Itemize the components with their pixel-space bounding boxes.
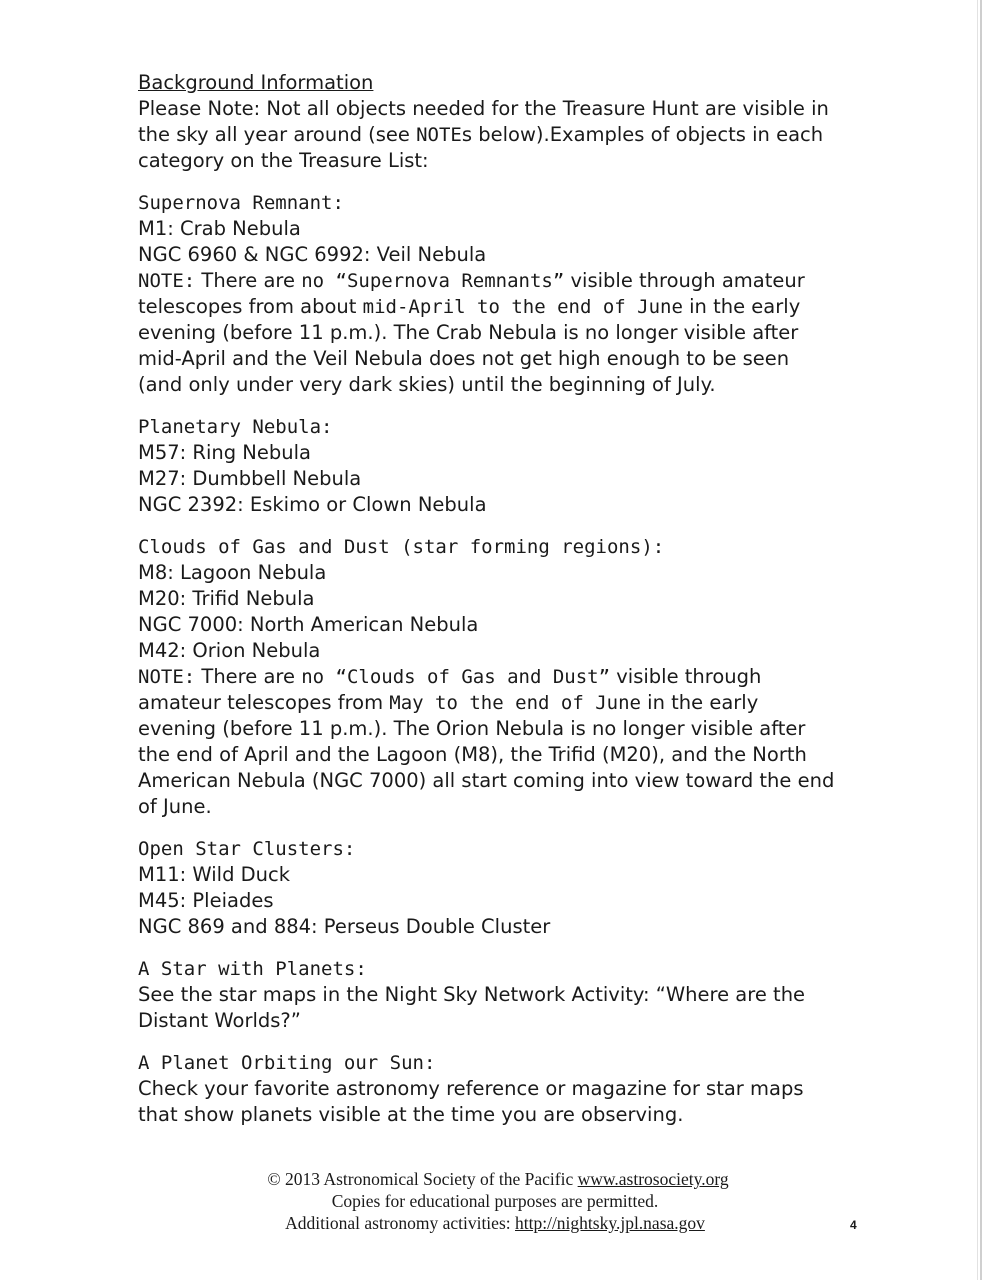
- supernova-section: [138, 190, 838, 398]
- note-text: in the early evening (before 11 p.m.). The Orion Nebula is no longer visible after the end of April and the Lagoon (M8), the Trifid (M20), and the North American Nebula (NGC 7000) all start coming into view toward the end of June.: [138, 691, 835, 818]
- note-text: visible through amateur telescopes from about: [138, 269, 805, 318]
- copyright-text: © 2013 Astronomical Society of the Pacific: [267, 1169, 578, 1189]
- footer-copies-line: Copies for educational purposes are permitted.: [331, 1191, 659, 1211]
- list-item: NGC 6960 & NGC 6992: Veil Nebula: [138, 243, 487, 266]
- star-planets-heading: A Star with Planets:: [138, 958, 367, 980]
- list-item: M42: Orion Nebula: [138, 639, 321, 662]
- list-item: M57: Ring Nebula: [138, 441, 311, 464]
- note-emphasis: mid-April to the end of June: [362, 296, 683, 318]
- scan-edge-line: [980, 0, 982, 1280]
- note-label: NOTE:: [138, 666, 196, 688]
- note-text: in the early evening (before 11 p.m.). The Crab Nebula is no longer visible after mid-April and the Veil Nebula does not get high enough to be seen (and only under very dark skies) until the beginning of July.: [138, 295, 801, 396]
- list-item: M11: Wild Duck: [138, 863, 291, 886]
- planet-sun-heading: A Planet Orbiting our Sun:: [138, 1052, 436, 1074]
- planetary-section: [138, 414, 838, 518]
- star-planets-section: [138, 956, 838, 1034]
- open-clusters-heading: Open Star Clusters:: [138, 838, 356, 860]
- list-item: M1: Crab Nebula: [138, 217, 301, 240]
- background-heading: Background Information: [138, 71, 374, 94]
- planet-sun-section: [138, 1050, 838, 1128]
- clouds-note: [138, 664, 838, 820]
- intro-text-a: Please Note: Not all objects needed for the Treasure Hunt are visible in the sky all year around (see: [138, 97, 829, 146]
- note-emphasis: no “Supernova Remnants”: [301, 270, 565, 292]
- footer-copyright-line: [0, 1168, 990, 1190]
- planet-sun-text: Check your favorite astronomy reference or magazine for star maps that show planets visible at the time you are observing.: [138, 1077, 804, 1126]
- list-item: NGC 2392: Eskimo or Clown Nebula: [138, 493, 487, 516]
- note-text: There are: [195, 269, 302, 292]
- note-emphasis: no “Clouds of Gas and Dust”: [301, 666, 611, 688]
- note-text: visible through amateur telescopes from: [138, 665, 762, 714]
- clouds-heading: Clouds of Gas and Dust (star forming regions):: [138, 536, 665, 558]
- star-planets-text: See the star maps in the Night Sky Network Activity: “Where are the Distant Worlds?”: [138, 983, 806, 1032]
- list-item: M45: Pleiades: [138, 889, 274, 912]
- list-item: M8: Lagoon Nebula: [138, 561, 327, 584]
- background-intro: [138, 96, 838, 174]
- list-item: M27: Dumbbell Nebula: [138, 467, 362, 490]
- list-item: NGC 7000: North American Nebula: [138, 613, 479, 636]
- note-text: There are: [195, 665, 302, 688]
- note-emphasis: May to the end of June: [389, 692, 641, 714]
- page-number: 4: [850, 1218, 857, 1232]
- supernova-heading: Supernova Remnant:: [138, 192, 344, 214]
- supernova-note: [138, 268, 838, 398]
- astrosociety-link[interactable]: www.astrosociety.org: [577, 1169, 729, 1189]
- intro-notes-keyword: NOTE: [416, 124, 462, 146]
- list-item: NGC 869 and 884: Perseus Double Cluster: [138, 915, 551, 938]
- clouds-section: [138, 534, 838, 820]
- footer-additional-line: [0, 1212, 990, 1234]
- open-clusters-section: [138, 836, 838, 940]
- note-label: NOTE:: [138, 270, 196, 292]
- additional-text: Additional astronomy activities:: [285, 1213, 515, 1233]
- list-item: M20: Trifid Nebula: [138, 587, 315, 610]
- intro-text-b: s below).Examples of objects in each category on the Treasure List:: [138, 123, 824, 172]
- document-body: [138, 70, 838, 1128]
- scan-edge-line-2: [977, 0, 978, 1280]
- nightsky-link[interactable]: http://nightsky.jpl.nasa.gov: [515, 1213, 705, 1233]
- planetary-heading: Planetary Nebula:: [138, 416, 333, 438]
- page-footer: [0, 1168, 990, 1234]
